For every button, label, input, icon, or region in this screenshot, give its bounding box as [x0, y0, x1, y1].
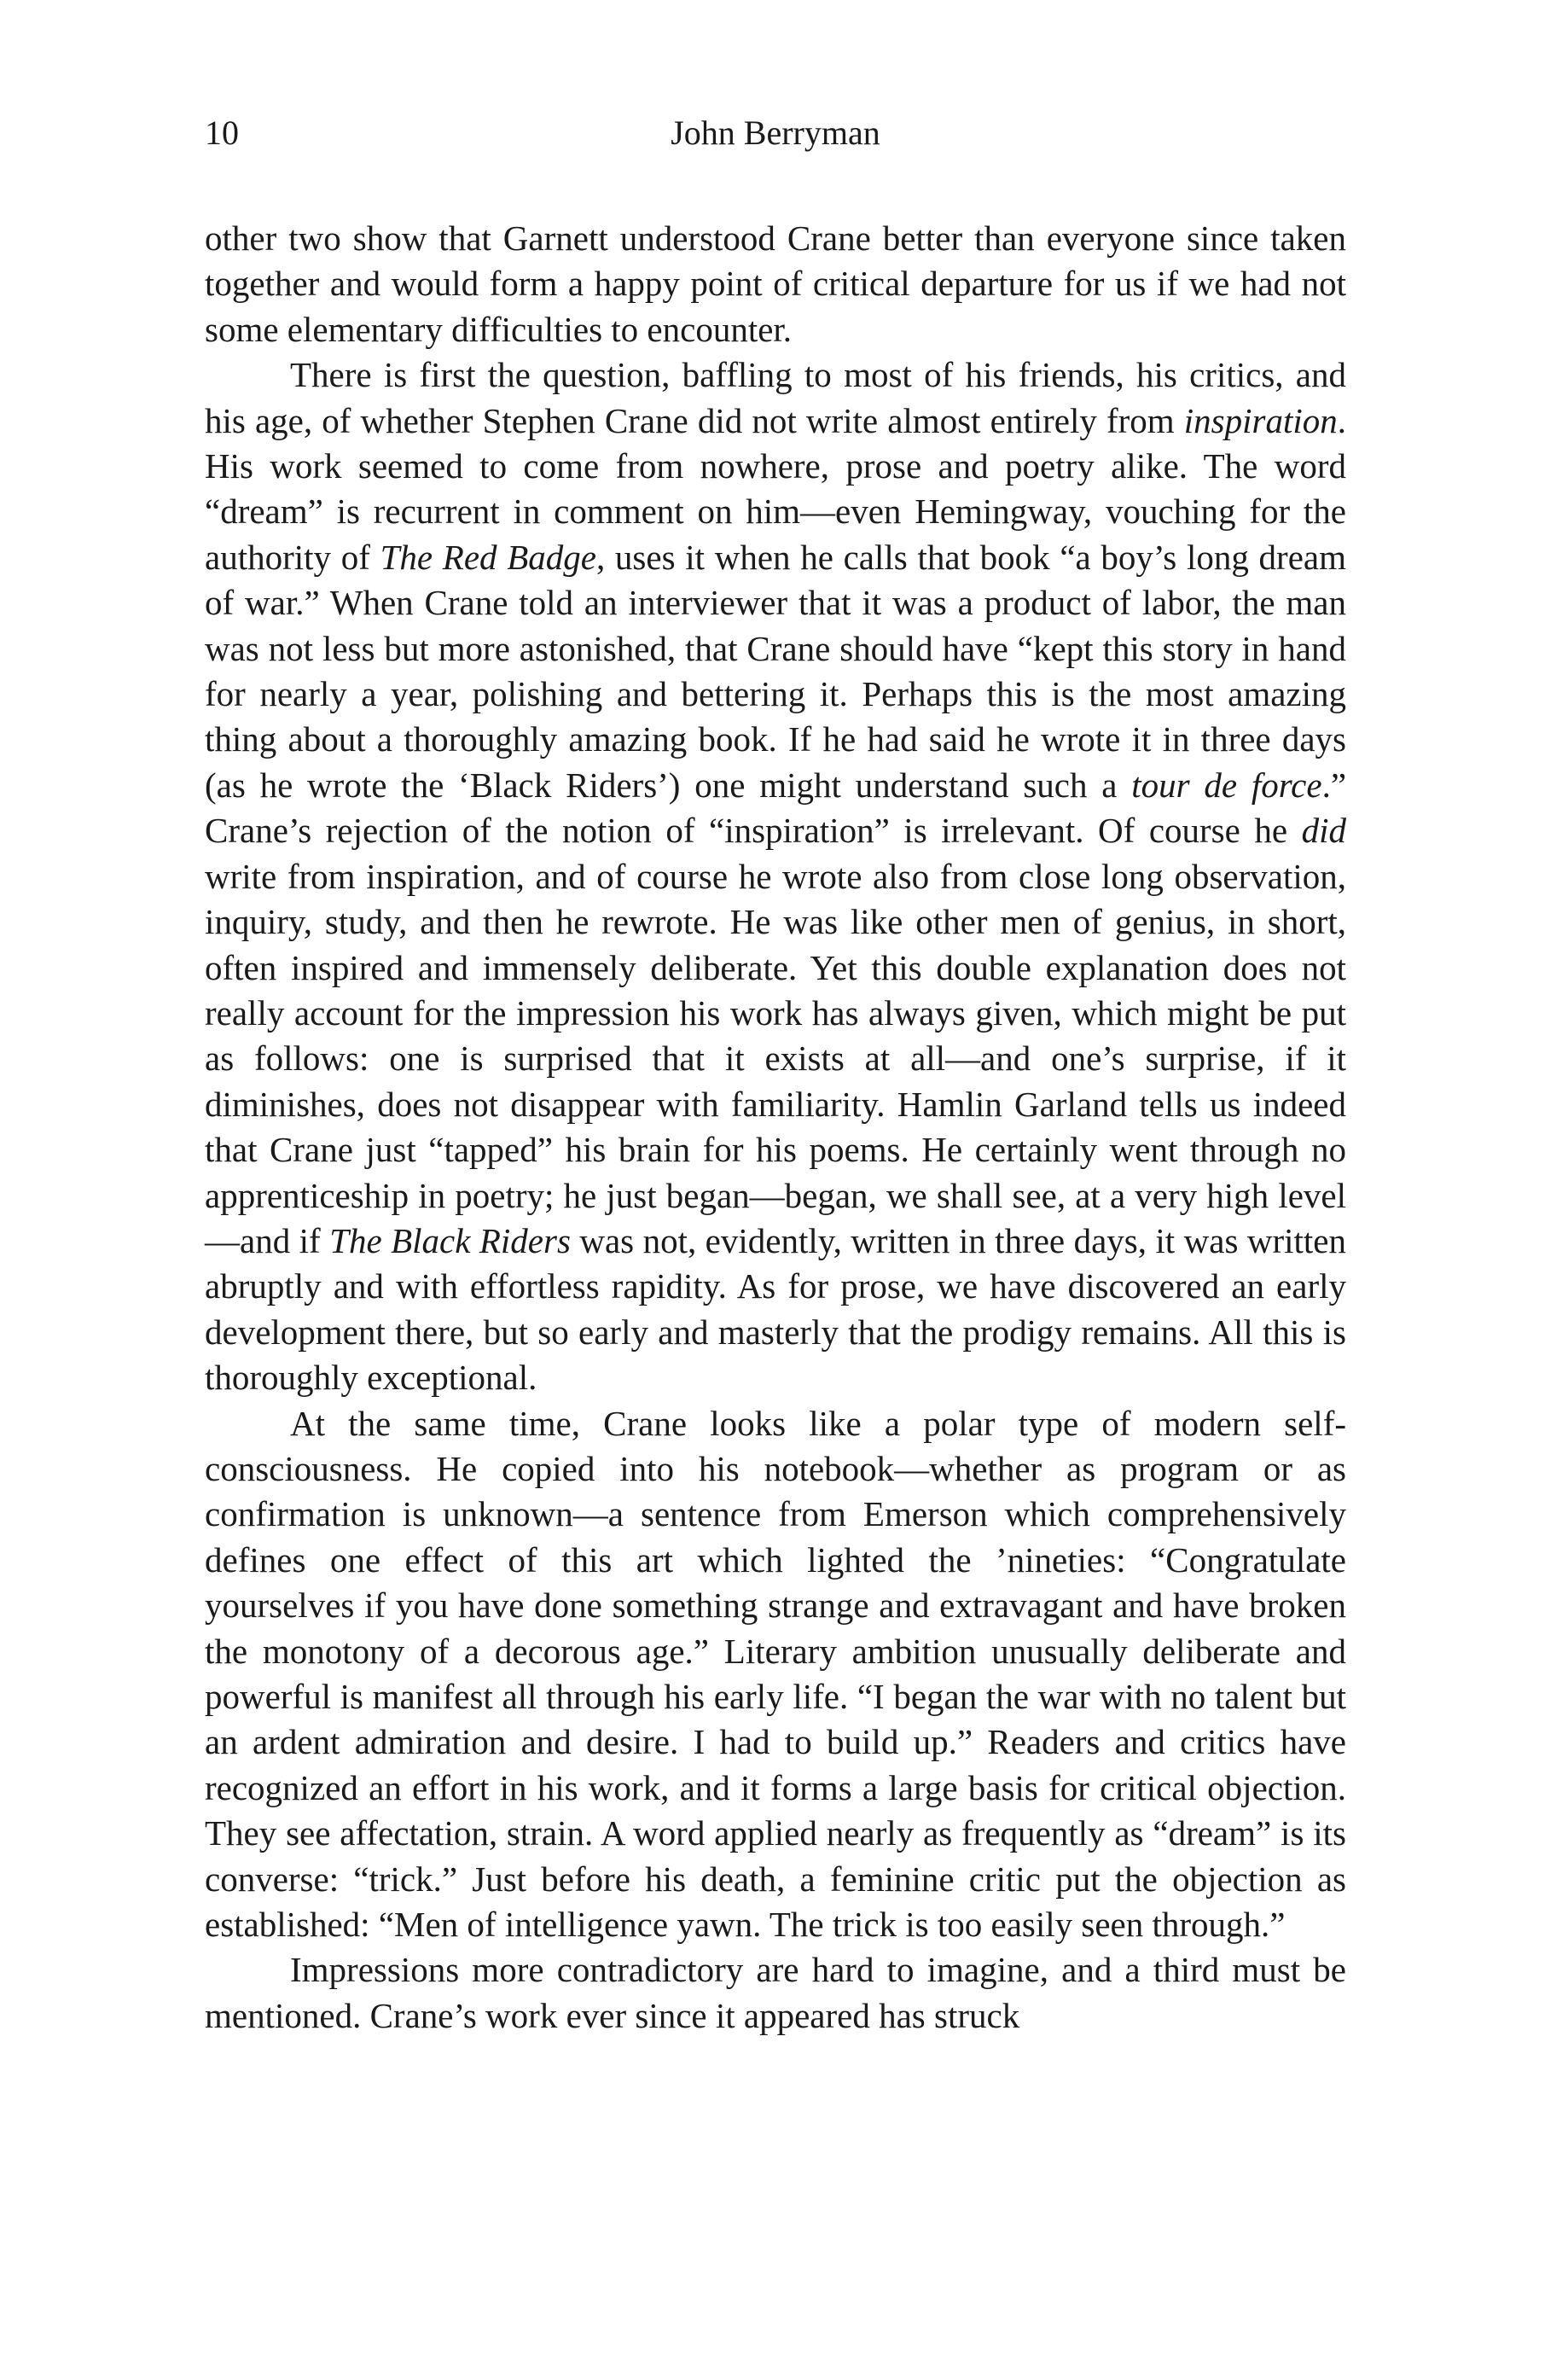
- text-segment: .” Crane’s rejection of the notion of “inspiration” is irrelevant. Of course he: [205, 765, 1347, 851]
- running-title: John Berryman: [671, 113, 880, 152]
- italic-segment: tour de force: [1131, 765, 1322, 805]
- paragraph-3: [205, 1401, 1346, 1948]
- italic-segment: The Black Riders: [329, 1220, 571, 1260]
- text-segment: . His work seemed to come from nowhere, prose and poetry alike. The word “dream” is recurrent in comment on him—even Hemingway, vouching for the authority of: [205, 400, 1346, 577]
- text-segment: Impressions more contradictory are hard to imagine, and a third must be mentioned. Crane’s work ever since it appeared has struck: [205, 1950, 1346, 2035]
- text-segment: write from inspiration, and of course he wrote also from close long observation, inquiry, study, and then he rewrote. He was like other men of genius, in short, often inspired and immensely deliberate. Yet this double explanation does not really account for the impression his work has always given, which might be put as follows: one is surprised that it exists at all—and one’s surprise, if it diminishes, does not disappear with familiarity. Hamlin Garland tells us indeed that Crane just “tapped” his brain for his poems. He certainly went through no apprenticeship in poetry; he just began—began, we shall see, at a very high level—and if: [205, 856, 1346, 1260]
- paragraph-1: [205, 216, 1346, 352]
- italic-segment: The Red Badge: [380, 537, 596, 577]
- text-segment: There is first the question, baffling to most of his friends, his critics, and his age, of whether Stephen Crane did not write almost entirely from: [205, 355, 1346, 440]
- paragraph-4: [205, 1947, 1346, 2039]
- italic-segment: did: [1301, 811, 1346, 851]
- text-segment: was not, evidently, written in three days, it was written abruptly and with effortless rapidity. As for prose, we have discovered an early development there, but so early and masterly that the prodigy remains. All this is thoroughly exceptional.: [205, 1220, 1346, 1398]
- running-head: [205, 109, 1346, 157]
- text-segment: At the same time, Crane looks like a polar type of modern self-consciousness. He copied into his notebook—whether as program or as confirmation is unknown—a sentence from Emerson which comprehensively defines one effect of this art which lighted the ’nineties: “Congratulate yourselves if you have done something strange and extravagant and have broken the monotony of a decorous age.” Literary ambition unusually deliberate and powerful is manifest all through his early life. “I began the war with no talent but an ardent admiration and desire. I had to build up.” Readers and critics have recognized an effort in his work, and it forms a large basis for critical objection. They see affectation, strain. A word applied nearly as frequently as “dream” is its converse: “trick.” Just before his death, a feminine critic put the objection as established: “Men of intelligence yawn. The trick is too easily seen through.”: [205, 1403, 1346, 1945]
- text-segment: , uses it when he calls that book “a boy’s long dream of war.” When Crane told an interviewer that it was a product of labor, the man was not less but more astonished, that Crane should have “kept this story in hand for nearly a year, polishing and bettering it. Perhaps this is the most amazing thing about a thoroughly amazing book. If he had said he wrote it in three days (as he wrote the ‘Black Riders’) one might understand such a: [205, 537, 1346, 805]
- paragraph-2: [205, 352, 1346, 1400]
- page-number: 10: [205, 113, 239, 152]
- italic-segment: inspiration: [1183, 400, 1338, 440]
- text-segment: other two show that Garnett understood Crane better than everyone since taken together and would form a happy point of critical departure for us if we had not some elementary difficulties to encounter.: [205, 218, 1346, 349]
- body-text: [205, 216, 1346, 2039]
